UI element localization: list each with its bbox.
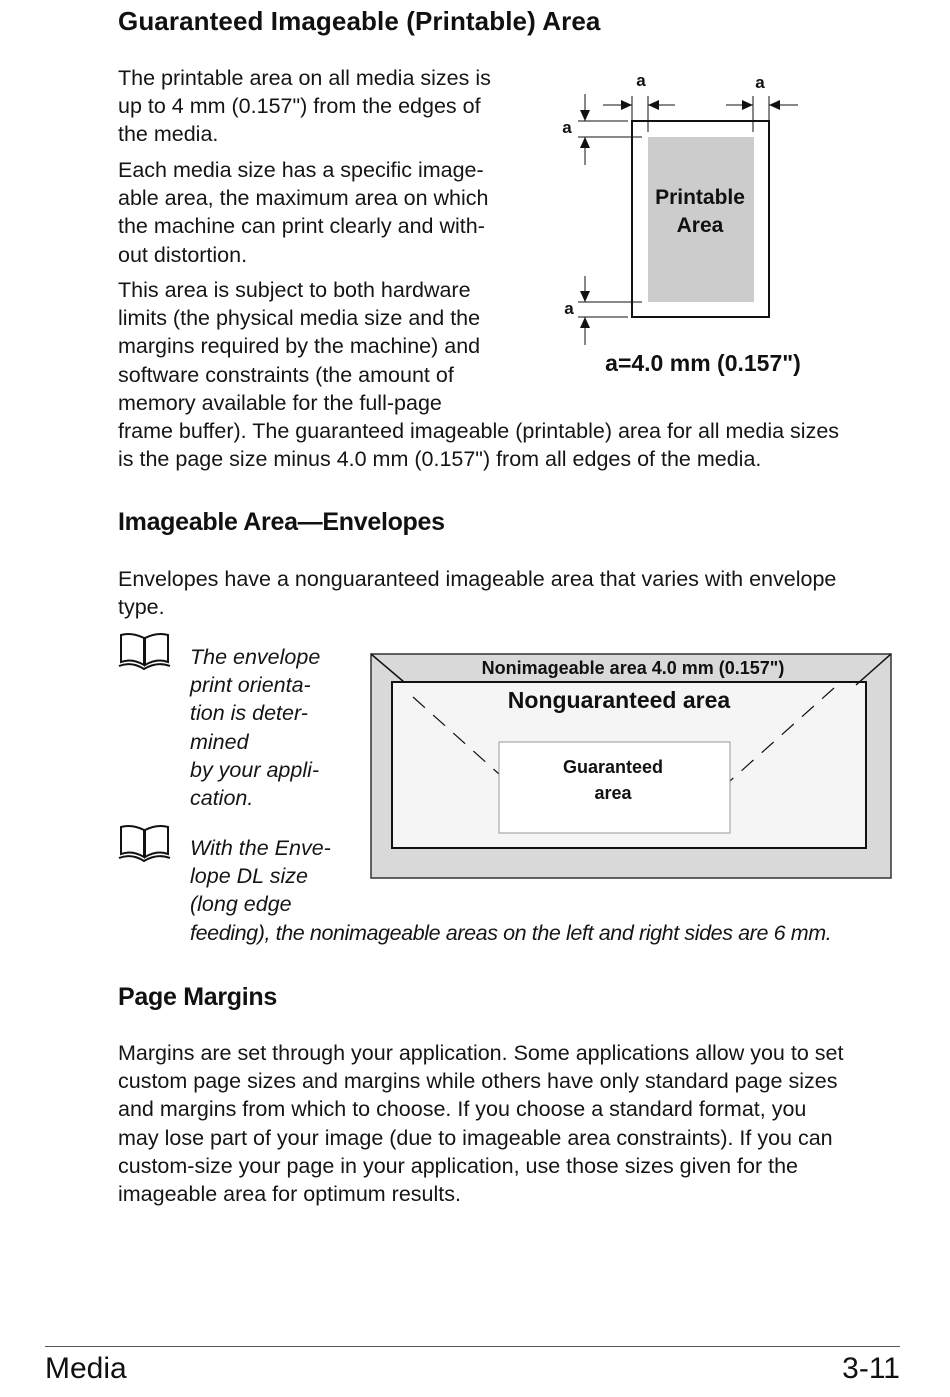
- text-line: frame buffer). The guaranteed imageable (printable) area for all media sizes: [118, 419, 840, 444]
- book-icon: [118, 824, 172, 862]
- book-icon: [118, 632, 172, 670]
- footer-divider: [45, 1346, 900, 1347]
- text-line: This area is subject to both hardware: [118, 278, 471, 302]
- margin-label-top-left: a: [636, 71, 646, 90]
- text-line: the media.: [118, 122, 219, 147]
- text-line: imageable area for optimum results.: [118, 1182, 461, 1207]
- paragraph-imageable-area: [118, 156, 538, 269]
- margin-label-top-right: a: [755, 73, 765, 92]
- text-line: Margins are set through your application. Some applications allow you to set: [118, 1041, 844, 1065]
- text-line: tion is deter-: [190, 701, 308, 726]
- footer-chapter: Media: [45, 1352, 127, 1385]
- margin-label-left-top: a: [562, 118, 572, 137]
- text-line: able area, the maximum area on which: [118, 186, 489, 211]
- text-line: cation.: [190, 786, 254, 811]
- text-line: out distortion.: [118, 242, 248, 267]
- section-title-page-margins: Page Margins: [118, 983, 277, 1011]
- section-title-envelopes: Imageable Area—Envelopes: [118, 508, 445, 536]
- text-line: and margins from which to choose. If you choose a standard format, you: [118, 1097, 807, 1122]
- text-line: type.: [118, 595, 165, 620]
- text-line: mined: [190, 729, 249, 754]
- text-line: The envelope: [190, 645, 321, 669]
- section-title-guaranteed-area: Guaranteed Imageable (Printable) Area: [118, 6, 601, 36]
- nonimageable-label: Nonimageable area 4.0 mm (0.157"): [481, 658, 785, 678]
- text-line: The printable area on all media sizes is: [118, 66, 491, 90]
- guaranteed-label-line1: Guaranteed: [562, 757, 664, 777]
- printable-area-diagram: [555, 60, 835, 390]
- nonguaranteed-label: Nonguaranteed area: [507, 687, 731, 713]
- text-line: custom page sizes and margins while others have only standard page sizes: [118, 1069, 838, 1094]
- paragraph-printable-area: [118, 64, 538, 149]
- text-line: (long edge: [190, 892, 292, 917]
- text-line: software constraints (the amount of: [118, 362, 454, 387]
- text-line: Each media size has a specific image-: [118, 158, 484, 182]
- text-line: up to 4 mm (0.157") from the edges of: [118, 94, 481, 119]
- text-line: print orienta-: [190, 673, 311, 698]
- printable-label-line1: Printable: [655, 186, 745, 209]
- text-line: feeding), the nonimageable areas on the left and right sides are 6 mm.: [190, 920, 832, 945]
- text-line: lope DL size: [190, 864, 308, 889]
- text-line: memory available for the full-page: [118, 390, 442, 415]
- text-line: margins required by the machine) and: [118, 334, 481, 359]
- printable-label-line2: Area: [676, 214, 724, 237]
- guaranteed-label-line2: area: [594, 783, 632, 803]
- paragraph-envelopes-intro: [118, 565, 918, 621]
- text-line: is the page size minus 4.0 mm (0.157") from all edges of the media.: [118, 447, 762, 472]
- note-envelope-orientation: [190, 643, 360, 812]
- diagram-caption: a=4.0 mm (0.157"): [605, 350, 801, 376]
- text-line: limits (the physical media size and the: [118, 306, 481, 331]
- text-line: Envelopes have a nonguaranteed imageable area that varies with envelope: [118, 567, 837, 591]
- text-line: may lose part of your image (due to imageable area constraints). If you can: [118, 1125, 833, 1150]
- margin-label-left-bottom: a: [564, 299, 574, 318]
- envelope-diagram: [365, 650, 900, 885]
- text-line: the machine can print clearly and with-: [118, 214, 485, 239]
- text-line: by your appli-: [190, 757, 320, 782]
- footer-page-number: 3-11: [842, 1352, 900, 1385]
- text-line: custom-size your page in your application, use those sizes given for the: [118, 1153, 799, 1178]
- text-line: With the Enve-: [190, 836, 331, 860]
- paragraph-page-margins: [118, 1039, 918, 1208]
